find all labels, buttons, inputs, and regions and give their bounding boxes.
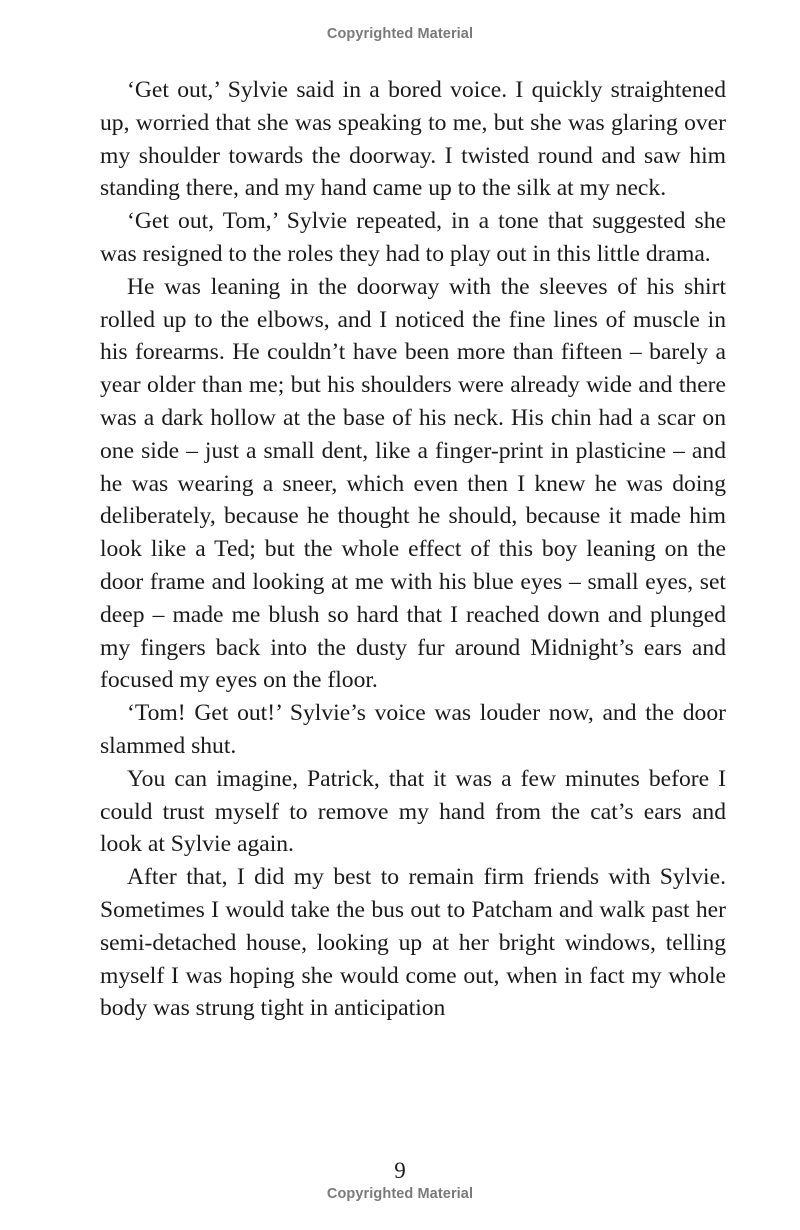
copyright-footer: Copyrighted Material (326, 1186, 474, 1202)
paragraph: ‘Get out,’ Sylvie said in a bored voice. I quickly straightened up, worried that she was speaking to me, but she was glaring over my shoulder towards the doorway. I twisted round and saw him standing there, and my hand came up to the silk at my neck. (100, 77, 726, 202)
paragraph: He was leaning in the doorway with the sleeves of his shirt rolled up to the elbows, and I noticed the fine lines of muscle in his forearms. He couldn’t have been more than fifteen – barely a year older than me; but his shoulders were already wide and there was a dark hollow at the base of his neck. His chin had a scar on one side – just a small dent, like a finger-print in plasticine – and he was wearing a sneer, which even then I knew he was doing deliberately, because he thought he should, because it made him look like a Ted; but the whole effect of this boy leaning on the door frame and looking at me with his blue eyes – small eyes, set deep – made me blush so hard that I reached down and plunged my fingers back into the dusty fur around Midnight’s ears and focused my eyes on the floor. (100, 273, 726, 694)
paragraph: ‘Get out, Tom,’ Sylvie repeated, in a tone that suggested she was resigned to the roles they had to play out in this little drama. (100, 208, 726, 267)
paragraph: You can imagine, Patrick, that it was a few minutes before I could trust myself to remove my hand from the cat’s ears and look at Sylvie again. (100, 765, 726, 858)
copyright-header: Copyrighted Material (326, 26, 474, 42)
page-body (100, 74, 726, 1025)
paragraph: After that, I did my best to remain firm friends with Sylvie. Sometimes I would take the bus out to Patcham and walk past her semi-detached house, looking up at her bright windows, telling myself I was hoping she would come out, when in fact my whole body was strung tight in anticipation (100, 864, 726, 1022)
page-number: 9 (394, 1158, 406, 1183)
paragraph: ‘Tom! Get out!’ Sylvie’s voice was louder now, and the door slammed shut. (100, 700, 726, 759)
